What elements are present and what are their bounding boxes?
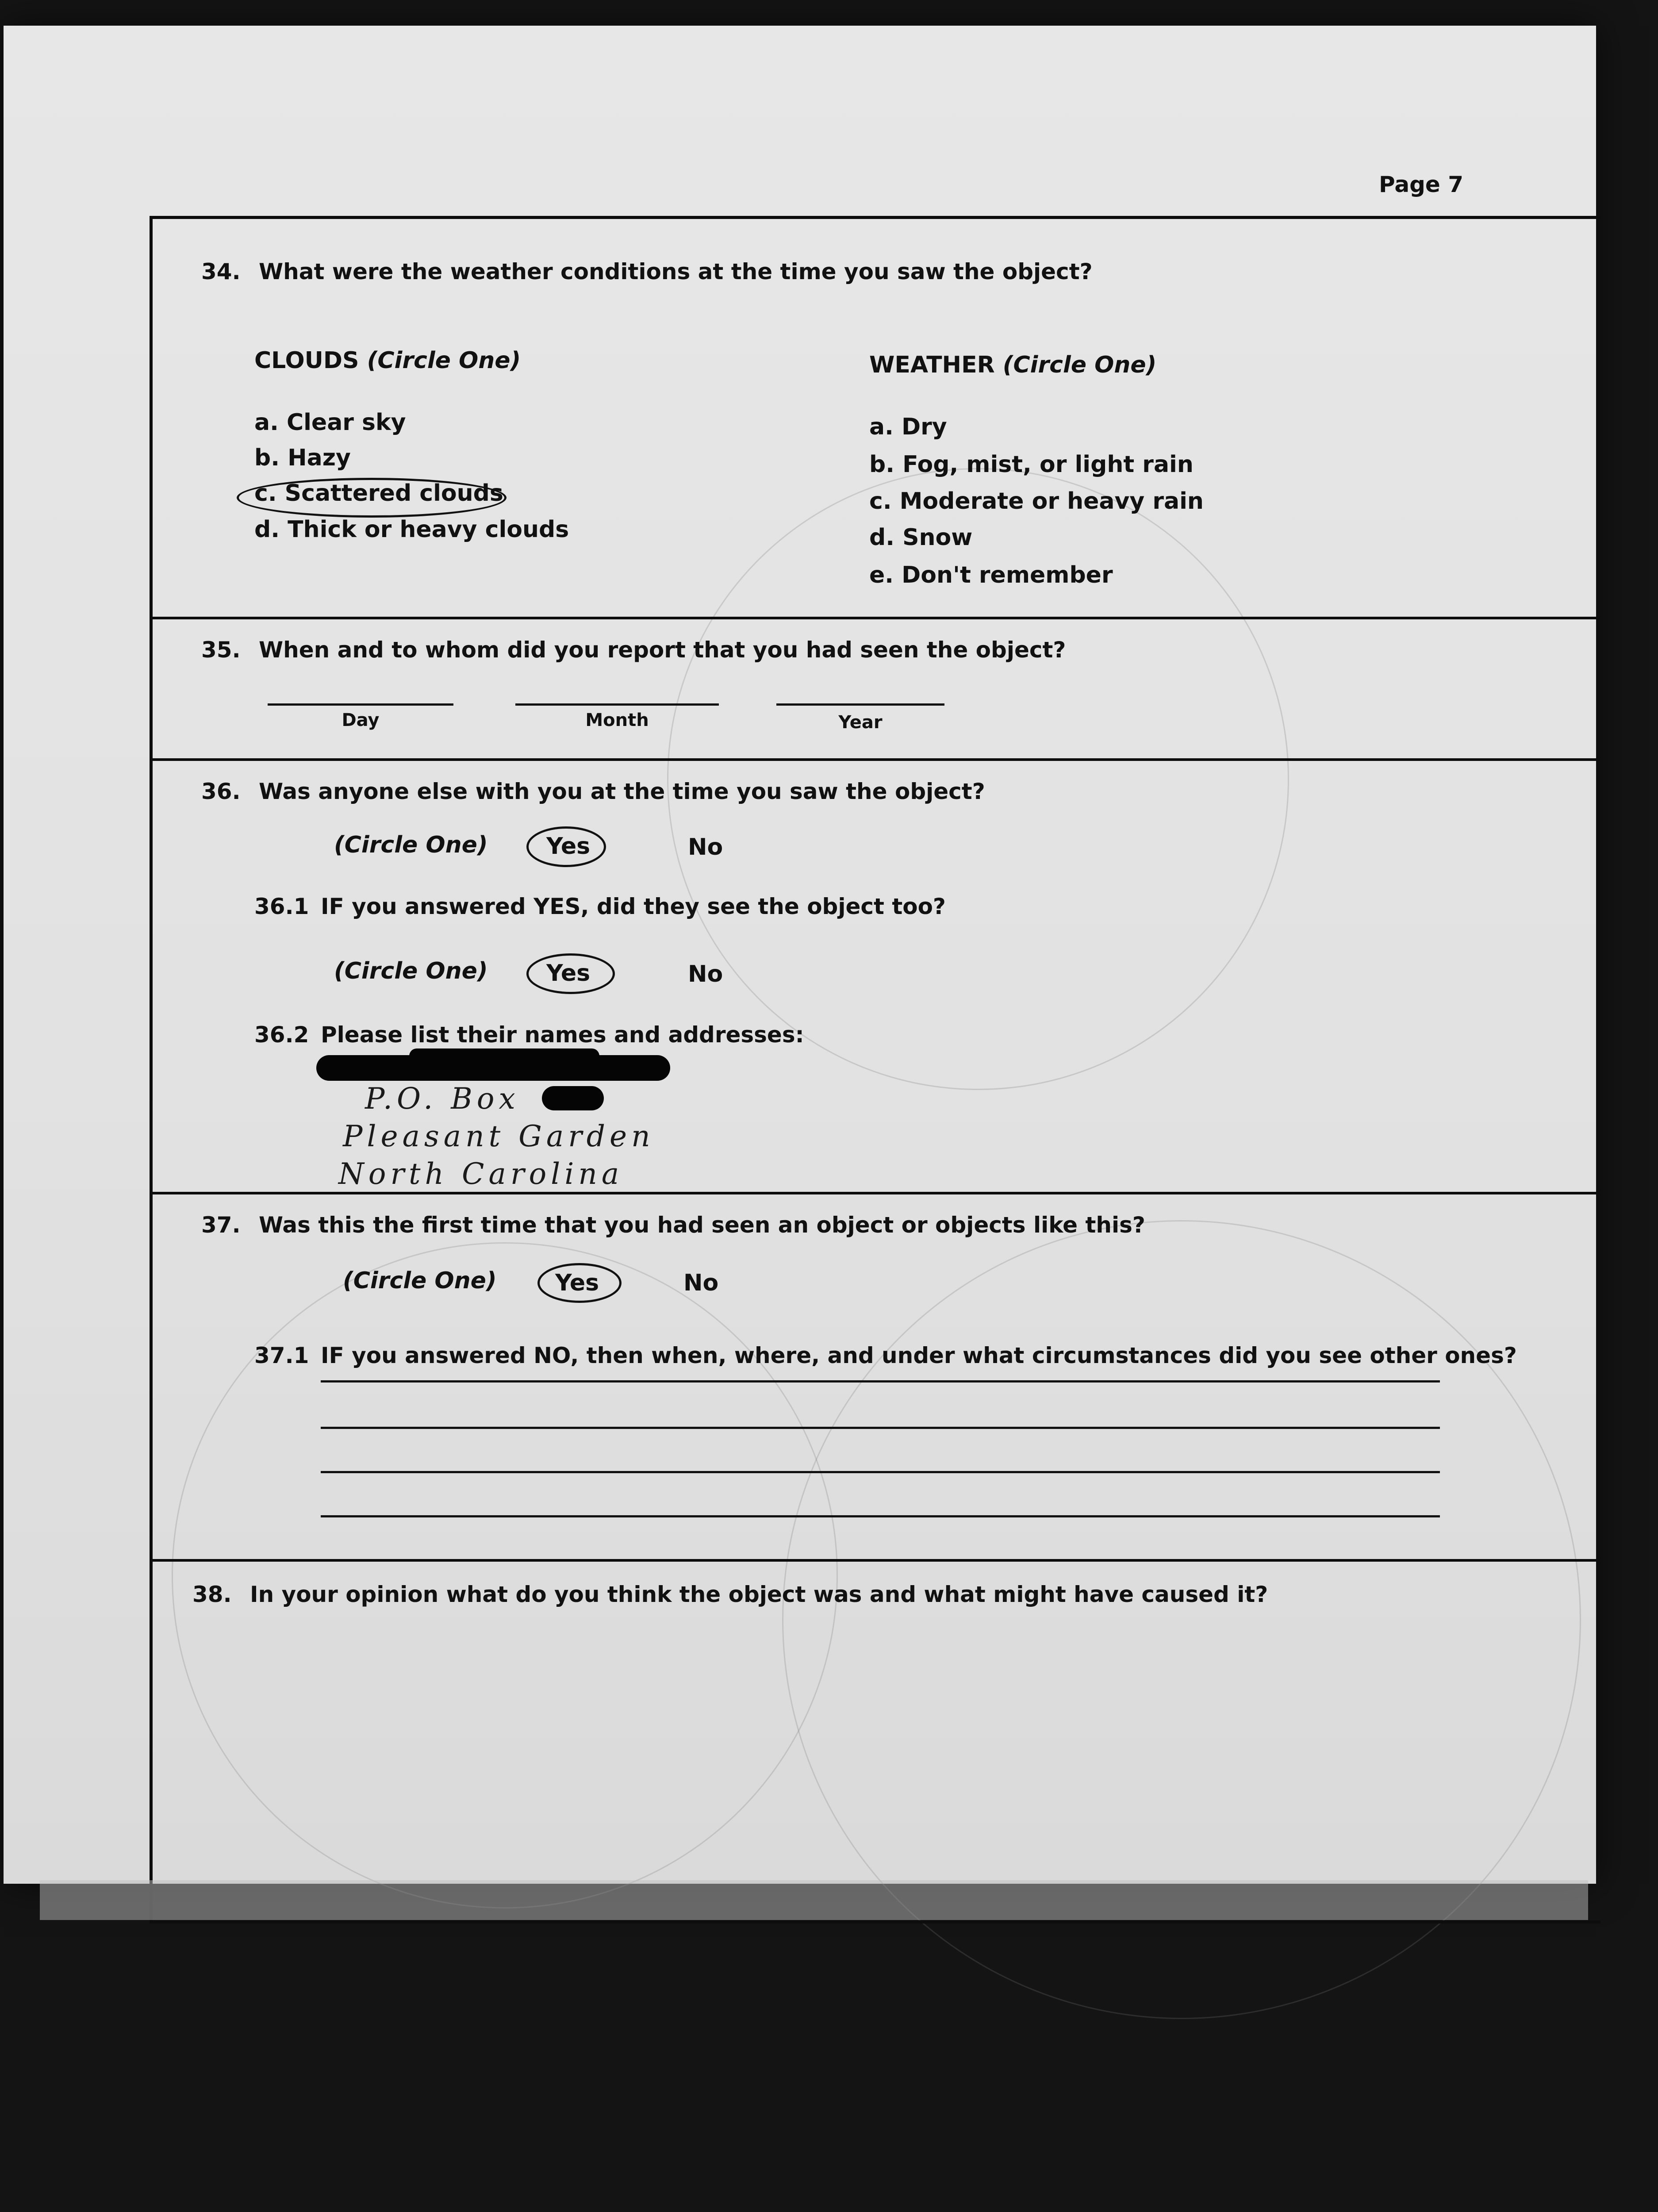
question-text: IF you answered YES, did they see the object too? — [321, 894, 946, 919]
question-37 — [201, 1212, 1145, 1238]
question-37-1 — [254, 1343, 1517, 1368]
handwritten-address-line-2: Pleasant Garden — [343, 1119, 655, 1153]
day-blank[interactable] — [268, 703, 453, 706]
answer-line[interactable] — [321, 1471, 1440, 1473]
question-text: When and to whom did you report that you had seen the object? — [259, 637, 1066, 663]
weather-option-c[interactable]: c. Moderate or heavy rain — [869, 488, 1204, 515]
month-label: Month — [585, 710, 649, 730]
selected-circle-mark — [526, 953, 615, 994]
answer-no[interactable]: No — [683, 1270, 719, 1296]
answer-line[interactable] — [321, 1380, 1440, 1382]
question-number: 34. — [201, 259, 241, 284]
year-blank[interactable] — [776, 703, 944, 706]
weather-option-d[interactable]: d. Snow — [869, 524, 973, 551]
circle-one-instruction: (Circle One) — [343, 1267, 497, 1294]
answer-yes[interactable]: Yes — [546, 960, 591, 987]
selected-circle-mark — [537, 1263, 622, 1303]
question-35 — [201, 637, 1066, 663]
question-text: Was this the first time that you had seen an object or objects like this? — [259, 1212, 1145, 1238]
handwritten-address-line-1: P.O. Box — [365, 1082, 520, 1116]
weather-option-b[interactable]: b. Fog, mist, or light rain — [869, 451, 1194, 478]
weather-option-e[interactable]: e. Don't remember — [869, 562, 1113, 588]
question-text: IF you answered NO, then when, where, and under what circumstances did you see other ones? — [321, 1343, 1517, 1368]
year-label: Year — [838, 712, 883, 733]
answer-no[interactable]: No — [688, 834, 723, 860]
questionnaire-form — [150, 216, 1600, 1924]
answer-area[interactable] — [197, 1628, 1556, 1902]
month-blank[interactable] — [515, 703, 719, 706]
form-page — [4, 26, 1596, 1884]
question-36 — [201, 779, 985, 804]
selected-circle-mark — [237, 478, 507, 518]
clouds-option-d[interactable]: d. Thick or heavy clouds — [254, 516, 569, 543]
question-number: 37.1 — [254, 1343, 309, 1368]
question-number: 36.2 — [254, 1022, 309, 1048]
question-text: Was anyone else with you at the time you saw the object? — [259, 779, 985, 804]
answer-yes[interactable]: Yes — [555, 1270, 599, 1296]
question-text: What were the weather conditions at the time you saw the object? — [259, 259, 1093, 284]
clouds-option-a[interactable]: a. Clear sky — [254, 409, 406, 436]
question-number: 37. — [201, 1212, 241, 1238]
question-36-1 — [254, 894, 946, 919]
answer-line[interactable] — [321, 1515, 1440, 1517]
clouds-header: CLOUDS (Circle One) — [254, 347, 521, 374]
redaction-bar — [542, 1086, 604, 1110]
question-37-section — [153, 1194, 1600, 1562]
question-38 — [192, 1582, 1268, 1607]
question-number: 38. — [192, 1582, 232, 1607]
question-text: In your opinion what do you think the object was and what might have caused it? — [250, 1582, 1268, 1607]
circle-one-instruction: (Circle One) — [334, 832, 488, 858]
question-38-section — [153, 1562, 1600, 1920]
question-35-section — [153, 619, 1600, 761]
answer-no[interactable]: No — [688, 961, 723, 987]
question-36-section — [153, 761, 1600, 1194]
question-text: Please list their names and addresses: — [321, 1022, 804, 1048]
page-number: Page 7 — [1379, 172, 1463, 197]
question-34-section — [153, 219, 1600, 619]
question-number: 35. — [201, 637, 241, 663]
circle-one-instruction: (Circle One) — [334, 958, 488, 984]
weather-header: WEATHER (Circle One) — [869, 352, 1157, 378]
day-label: Day — [342, 710, 380, 730]
clouds-option-b[interactable]: b. Hazy — [254, 445, 351, 471]
redaction-bar — [409, 1048, 599, 1064]
question-number: 36.1 — [254, 894, 309, 919]
question-34 — [201, 259, 1093, 284]
answer-line[interactable] — [321, 1427, 1440, 1429]
question-36-2 — [254, 1022, 804, 1048]
clouds-option-c[interactable]: c. Scattered clouds — [254, 480, 503, 507]
answer-yes[interactable]: Yes — [546, 833, 591, 860]
selected-circle-mark — [526, 826, 606, 867]
weather-option-a[interactable]: a. Dry — [869, 414, 947, 440]
underlying-sheet-edge — [40, 1880, 1588, 1920]
question-number: 36. — [201, 779, 241, 804]
handwritten-address-line-3: North Carolina — [338, 1157, 624, 1191]
